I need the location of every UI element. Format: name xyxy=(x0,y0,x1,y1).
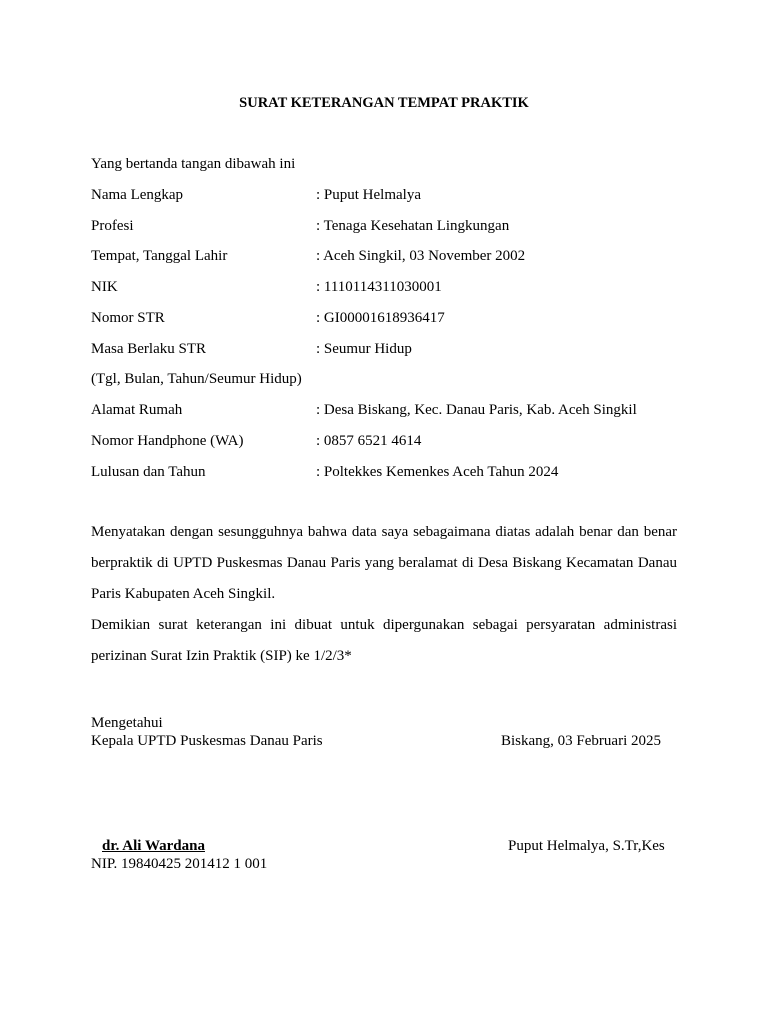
field-label-ttl: Tempat, Tanggal Lahir xyxy=(91,248,228,264)
field-value-str: : GI00001618936417 xyxy=(316,310,445,326)
closing-paragraph: Demikian surat keterangan ini dibuat untuk dipergunakan sebagai persyaratan administrasi perizinan Surat Izin Praktik (SIP) ke 1/2/3* xyxy=(91,617,677,664)
statement-paragraph: Menyatakan dengan sesungguhnya bahwa data saya sebagaimana diatas adalah benar dan benar berpraktik di UPTD Puskesmas Danau Paris yang beralamat di Desa Biskang Kecamatan Danau Paris Kabupaten Aceh Singkil. xyxy=(91,524,677,602)
field-label-alamat: Alamat Rumah xyxy=(91,402,183,418)
field-value-masa-berlaku: : Seumur Hidup xyxy=(316,341,412,357)
head-signatory-name: dr. Ali Wardana xyxy=(102,838,205,854)
field-label-masa-berlaku: Masa Berlaku STR xyxy=(91,341,206,357)
field-value-ttl: : Aceh Singkil, 03 November 2002 xyxy=(316,248,526,264)
acknowledged-label: Mengetahui xyxy=(91,715,163,731)
applicant-signatory-name: Puput Helmalya, S.Tr,Kes xyxy=(508,838,665,854)
field-value-alamat: : Desa Biskang, Kec. Danau Paris, Kab. Aceh Singkil xyxy=(316,402,637,418)
field-value-handphone: : 0857 6521 4614 xyxy=(316,433,422,449)
head-title: Kepala UPTD Puskesmas Danau Paris xyxy=(91,733,323,749)
field-label-lulusan: Lulusan dan Tahun xyxy=(91,464,206,480)
field-label-handphone: Nomor Handphone (WA) xyxy=(91,433,244,449)
document-title: SURAT KETERANGAN TEMPAT PRAKTIK xyxy=(239,95,529,111)
head-nip: NIP. 19840425 201412 1 001 xyxy=(91,856,268,872)
field-label-str: Nomor STR xyxy=(91,310,165,326)
field-value-profesi: : Tenaga Kesehatan Lingkungan xyxy=(316,218,510,234)
intro-text: Yang bertanda tangan dibawah ini xyxy=(91,156,296,172)
field-label-nik: NIK xyxy=(91,279,118,295)
field-value-nama: : Puput Helmalya xyxy=(316,187,421,203)
field-label-nama: Nama Lengkap xyxy=(91,187,184,203)
field-label-profesi: Profesi xyxy=(91,218,134,234)
place-date: Biskang, 03 Februari 2025 xyxy=(501,733,661,749)
field-label-masa-berlaku-note: (Tgl, Bulan, Tahun/Seumur Hidup) xyxy=(91,371,302,387)
field-value-lulusan: : Poltekkes Kemenkes Aceh Tahun 2024 xyxy=(316,464,559,480)
field-value-nik: : 1110114311030001 xyxy=(316,279,442,295)
